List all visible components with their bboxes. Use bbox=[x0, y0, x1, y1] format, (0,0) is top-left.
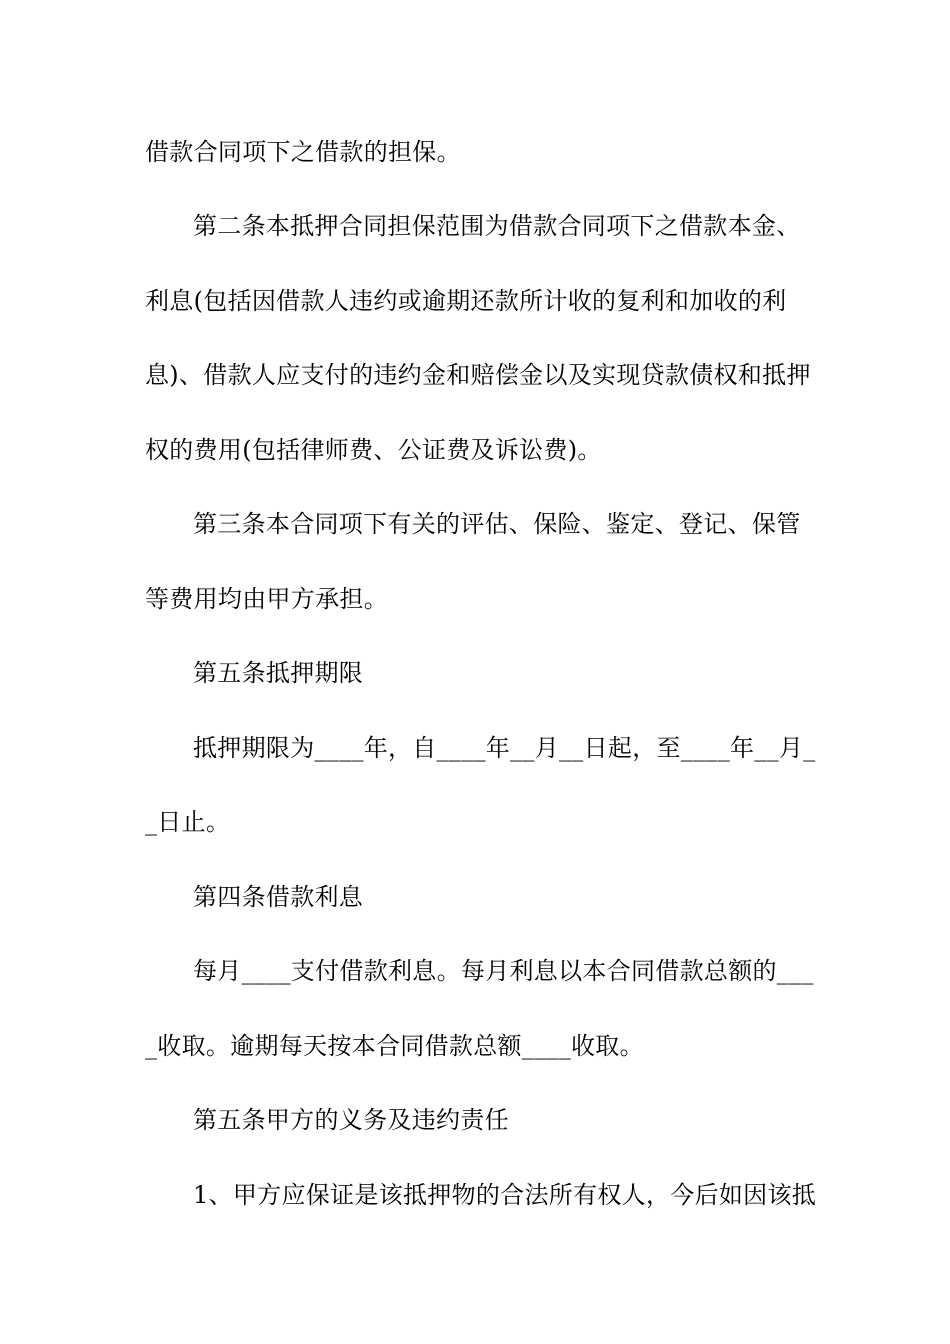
clause-2-line-2: 利息(包括因借款人违约或逾期还款所计收的复利和加收的利 bbox=[145, 287, 787, 315]
clause-4-heading: 第四条借款利息 bbox=[193, 883, 364, 911]
clause-2-line-3: 息)、借款人应支付的违约金和赔偿金以及实现贷款债权和抵押 bbox=[145, 361, 811, 389]
clause-2-line-4: 权的费用(包括律师费、公证费及诉讼费)。 bbox=[145, 436, 602, 464]
clause-5-heading: 第五条抵押期限 bbox=[193, 659, 364, 687]
mortgage-term-line-2: _日止。 bbox=[145, 808, 231, 836]
obligation-item-1: 1、甲方应保证是该抵押物的合法所有权人，今后如因该抵 bbox=[193, 1181, 817, 1209]
clause-3-line-2: 等费用均由甲方承担。 bbox=[145, 585, 388, 613]
clause-3-line-1: 第三条本合同项下有关的评估、保险、鉴定、登记、保管 bbox=[193, 510, 801, 538]
interest-line-1: 每月____支付借款利息。每月利息以本合同借款总额的___ bbox=[193, 957, 814, 985]
clause-5-obligations-heading: 第五条甲方的义务及违约责任 bbox=[193, 1106, 509, 1134]
interest-line-2: _收取。逾期每天按本合同借款总额____收取。 bbox=[145, 1032, 644, 1060]
mortgage-term-line-1: 抵押期限为____年，自____年__月__日起，至____年__月_ bbox=[193, 734, 816, 762]
clause-2-line-1: 第二条本抵押合同担保范围为借款合同项下之借款本金、 bbox=[193, 212, 801, 240]
text-line-1: 借款合同项下之借款的担保。 bbox=[145, 138, 461, 166]
